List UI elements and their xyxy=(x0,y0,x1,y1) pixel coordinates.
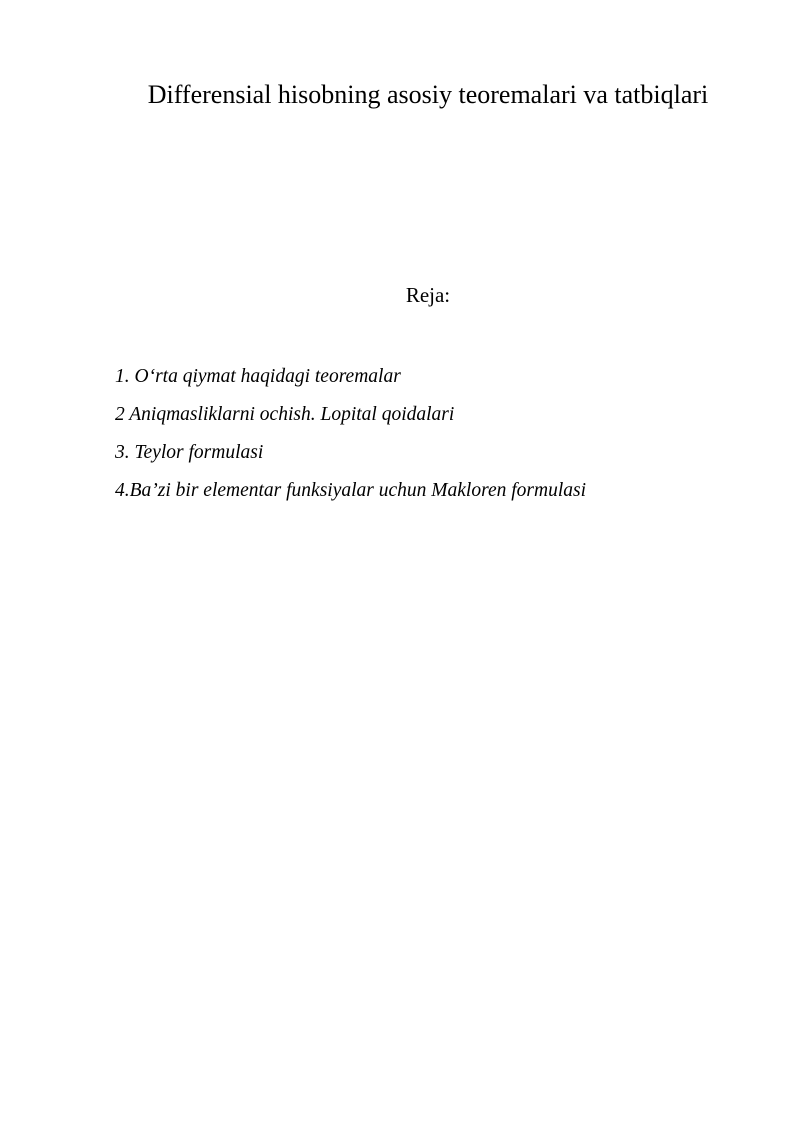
plan-item-4: 4.Ba’zi bir elementar funksiyalar uchun Makloren formulasi xyxy=(115,480,587,501)
document-title: Differensial hisobning asosiy teoremalari va tatbiqlari xyxy=(147,80,709,109)
plan-list xyxy=(115,365,755,517)
plan-heading: Reja: xyxy=(405,283,451,307)
plan-item-1: 1. O‘rta qiymat haqidagi teoremalar xyxy=(115,366,401,387)
plan-item-2: 2 Aniqmasliklarni ochish. Lopital qoidalari xyxy=(115,404,455,425)
plan-item-3: 3. Teylor formulasi xyxy=(115,442,264,463)
